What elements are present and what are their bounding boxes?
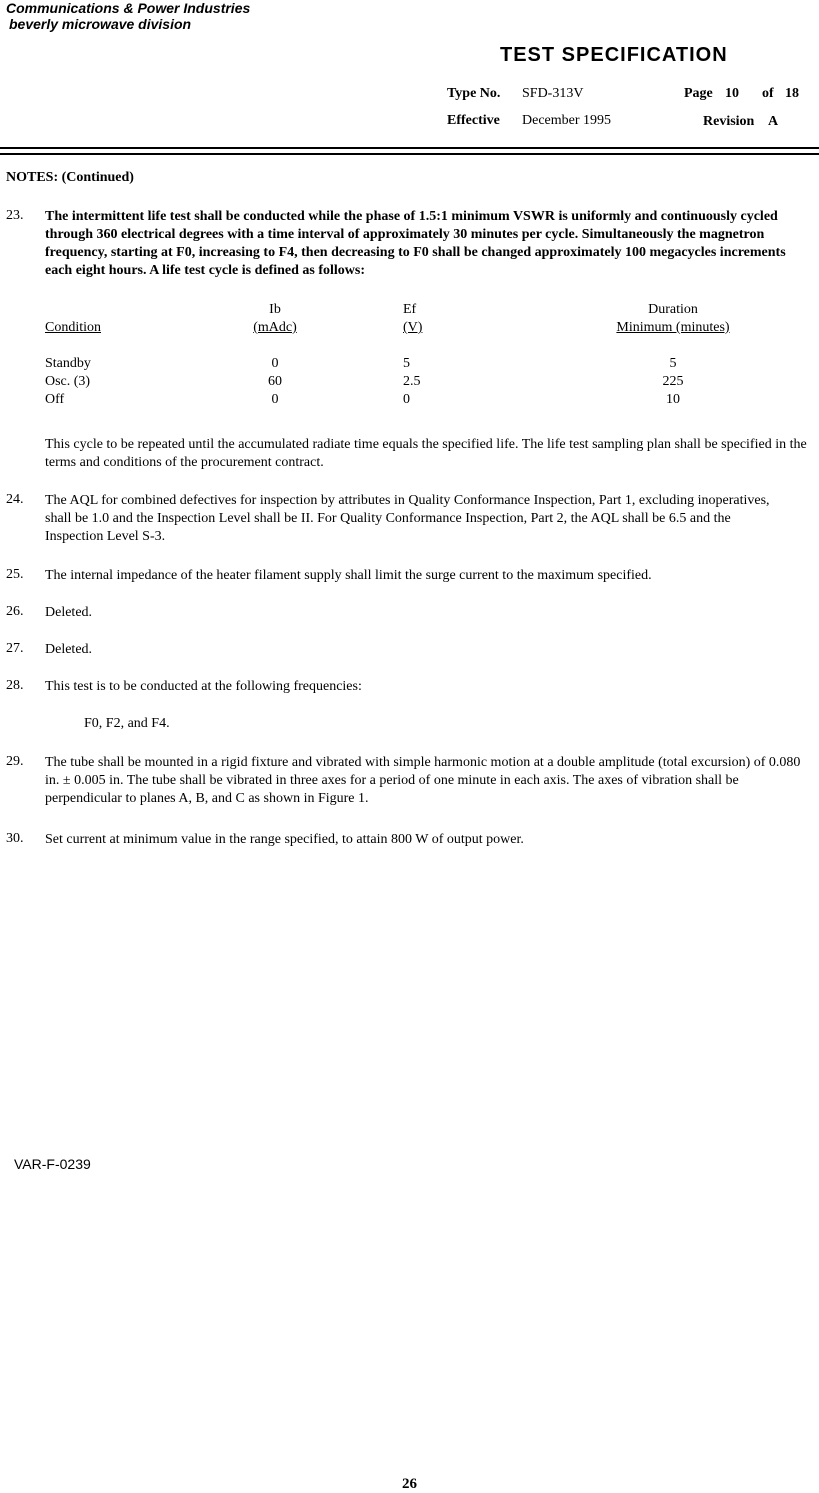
note-text: Set current at minimum value in the range specified, to attain 800 W of output power. (45, 832, 524, 847)
note-number: 25. (6, 567, 24, 582)
table-row (45, 356, 803, 374)
note-number: 27. (6, 641, 24, 656)
note-number: 30. (6, 831, 24, 846)
table-header-cell: Condition (45, 320, 102, 335)
table-cell: 0 (271, 392, 279, 407)
note-number: 28. (6, 678, 24, 693)
table-cell: 5 (403, 356, 410, 371)
table-cell: 225 (662, 374, 684, 389)
division-name: beverly microwave division (9, 16, 192, 32)
effective-label: Effective (447, 113, 500, 128)
header-rule-top (0, 147, 819, 149)
page-value: 10 (725, 86, 739, 101)
page-number: 26 (402, 1476, 417, 1492)
note-text: Deleted. (45, 642, 93, 657)
table-header-cell: (V) (403, 320, 423, 335)
table-cell: Standby (45, 356, 91, 371)
effective-value: December 1995 (522, 113, 612, 128)
revision-value: A (768, 114, 779, 129)
table-header-cell: Ef (403, 302, 417, 317)
page-label: Page (684, 86, 713, 101)
table-header-cell: (mAdc) (253, 320, 297, 335)
notes-heading: NOTES: (Continued) (6, 170, 134, 185)
table-header-cell: Duration (648, 302, 698, 317)
document-code: VAR-F-0239 (14, 1156, 91, 1172)
note-number: 26. (6, 604, 24, 619)
note-text: The internal impedance of the heater filament supply shall limit the surge current to the maximum specified. (45, 568, 652, 583)
note-text: The AQL for combined defectives for inspection by attributes in Quality Conformance Inspection, Part 1, excluding inoperatives, shall be 1.0 and the Inspection Level shall be II. For Quality Conformance Inspection, Part 2, the AQL shall be 6.5 and the Inspection Level S-3. (45, 493, 770, 544)
table-cell: 0 (403, 392, 410, 407)
table-header-cell: Ib (269, 302, 281, 317)
table-cell: 60 (268, 374, 282, 389)
table-cell: Osc. (3) (45, 374, 91, 389)
note-text: The tube shall be mounted in a rigid fixture and vibrated with simple harmonic motion at a double amplitude (total excursion) of 0.080 in. ± 0.005 in. The tube shall be vibrated in three axes for a period of one minute in each axis. The axes of vibration shall be perpendicular to planes A, B, and C as shown in Figure 1. (45, 755, 801, 806)
type-value: SFD-313V (522, 86, 584, 101)
note-text: The intermittent life test shall be conducted while the phase of 1.5:1 minimum VSWR is uniformly and continuously cycled through 360 electrical degrees with a time interval of approximately 30 minutes per cycle. Simultaneously the magnetron frequency, starting at F0, increasing to F4, then decreasing to F0 shall be changed approximately 100 megacycles increments each eight hours. A life test cycle is defined as follows: (45, 209, 786, 278)
table-cell: 2.5 (403, 374, 421, 389)
note-number: 24. (6, 492, 24, 507)
table-header-cell: Minimum (minutes) (616, 320, 730, 335)
of-value: 18 (785, 86, 799, 101)
revision-label: Revision (703, 114, 755, 129)
note-text: This test is to be conducted at the following frequencies: (45, 679, 362, 694)
of-label: of (762, 86, 774, 101)
note-23-followup: This cycle to be repeated until the accumulated radiate time equals the specified life. The life test sampling plan shall be specified in the terms and conditions of the procurement contract. (45, 437, 807, 470)
table-header-row (45, 320, 803, 338)
header-rule-bottom (0, 153, 819, 155)
note-number: 29. (6, 754, 24, 769)
table-cell: 10 (666, 392, 680, 407)
table-cell: 0 (271, 356, 279, 371)
table-cell: Off (45, 392, 65, 407)
table-header-row (45, 302, 803, 320)
type-label: Type No. (447, 86, 501, 101)
table-cell: 5 (669, 356, 677, 371)
table-row (45, 392, 803, 410)
table-row (45, 374, 803, 392)
note-number: 23. (6, 208, 24, 223)
document-title: TEST SPECIFICATION (500, 44, 728, 66)
table-header-cell (45, 302, 205, 320)
note-text: Deleted. (45, 605, 93, 620)
note-28-frequencies: F0, F2, and F4. (84, 716, 170, 731)
company-name: Communications & Power Industries (6, 0, 251, 16)
life-test-cycle-table (45, 302, 803, 410)
